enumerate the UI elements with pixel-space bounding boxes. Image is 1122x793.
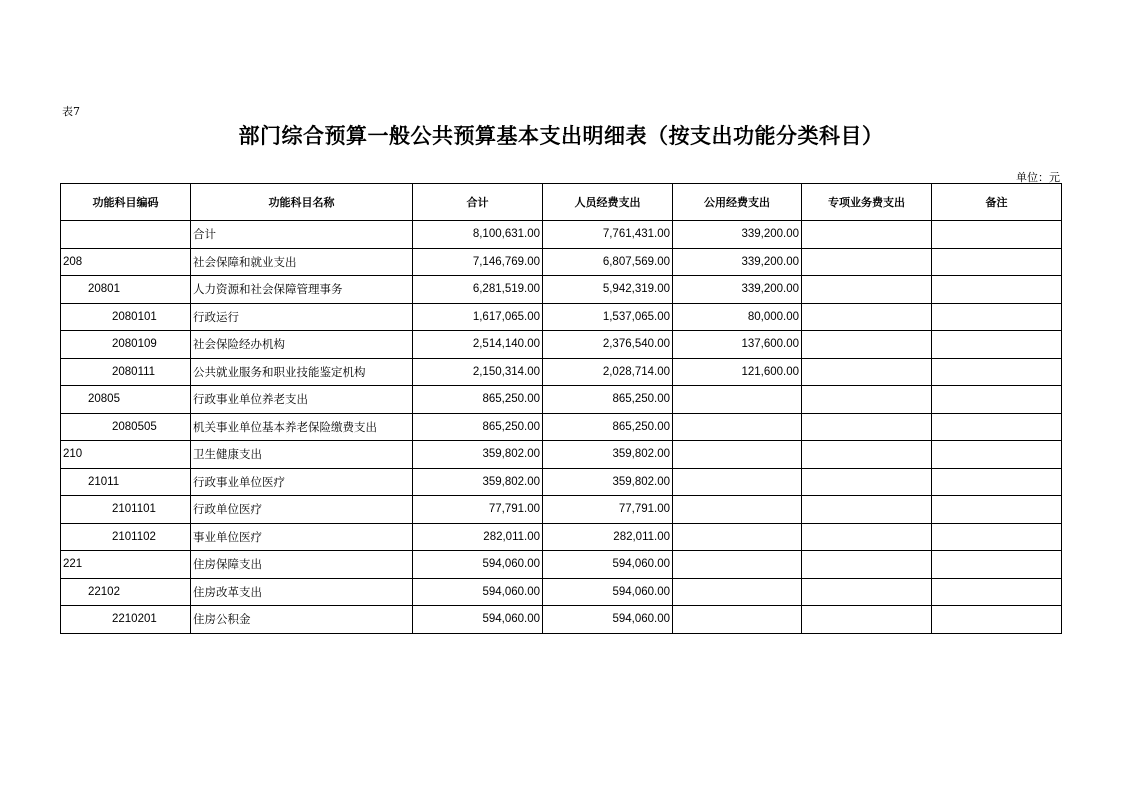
row-special — [802, 276, 932, 304]
row-name: 社会保障和就业支出 — [191, 248, 413, 276]
row-total: 8,100,631.00 — [413, 221, 543, 249]
row-special — [802, 413, 932, 441]
row-public — [673, 413, 802, 441]
row-note — [932, 523, 1062, 551]
table-row — [61, 358, 1062, 386]
row-name: 行政事业单位医疗 — [191, 468, 413, 496]
row-note — [932, 578, 1062, 606]
row-code: 2080109 — [61, 331, 191, 359]
row-special — [802, 221, 932, 249]
row-name: 住房保障支出 — [191, 551, 413, 579]
column-header-special: 专项业务费支出 — [802, 184, 932, 221]
row-total: 594,060.00 — [413, 551, 543, 579]
row-note — [932, 386, 1062, 414]
table-row — [61, 606, 1062, 634]
row-code: 20805 — [61, 386, 191, 414]
row-name: 行政事业单位养老支出 — [191, 386, 413, 414]
row-total: 2,514,140.00 — [413, 331, 543, 359]
row-note — [932, 276, 1062, 304]
row-public — [673, 441, 802, 469]
column-header-note: 备注 — [932, 184, 1062, 221]
row-note — [932, 468, 1062, 496]
row-public — [673, 606, 802, 634]
row-public: 80,000.00 — [673, 303, 802, 331]
row-note — [932, 303, 1062, 331]
table-row — [61, 523, 1062, 551]
row-personnel: 6,807,569.00 — [543, 248, 673, 276]
row-personnel: 1,537,065.00 — [543, 303, 673, 331]
row-code: 210 — [61, 441, 191, 469]
row-public — [673, 551, 802, 579]
column-header-public: 公用经费支出 — [673, 184, 802, 221]
row-total: 594,060.00 — [413, 606, 543, 634]
row-code: 2080505 — [61, 413, 191, 441]
row-special — [802, 303, 932, 331]
row-name: 行政运行 — [191, 303, 413, 331]
table-header-row — [61, 184, 1062, 221]
row-code: 2210201 — [61, 606, 191, 634]
row-code: 208 — [61, 248, 191, 276]
row-public — [673, 496, 802, 524]
row-code: 2101102 — [61, 523, 191, 551]
column-header-total: 合计 — [413, 184, 543, 221]
row-personnel: 594,060.00 — [543, 551, 673, 579]
row-note — [932, 358, 1062, 386]
table-row — [61, 496, 1062, 524]
row-code: 221 — [61, 551, 191, 579]
row-code: 22102 — [61, 578, 191, 606]
row-special — [802, 386, 932, 414]
row-special — [802, 468, 932, 496]
row-public: 339,200.00 — [673, 276, 802, 304]
row-personnel: 594,060.00 — [543, 606, 673, 634]
row-name: 机关事业单位基本养老保险缴费支出 — [191, 413, 413, 441]
row-public — [673, 578, 802, 606]
row-name: 事业单位医疗 — [191, 523, 413, 551]
column-header-name: 功能科目名称 — [191, 184, 413, 221]
table-row — [61, 303, 1062, 331]
row-note — [932, 331, 1062, 359]
row-personnel: 282,011.00 — [543, 523, 673, 551]
row-special — [802, 441, 932, 469]
row-personnel: 5,942,319.00 — [543, 276, 673, 304]
row-code — [61, 221, 191, 249]
row-public: 339,200.00 — [673, 221, 802, 249]
row-code: 2080101 — [61, 303, 191, 331]
row-name: 卫生健康支出 — [191, 441, 413, 469]
row-special — [802, 358, 932, 386]
row-code: 21011 — [61, 468, 191, 496]
row-total: 282,011.00 — [413, 523, 543, 551]
table-row — [61, 221, 1062, 249]
row-total: 77,791.00 — [413, 496, 543, 524]
row-special — [802, 331, 932, 359]
row-name: 住房改革支出 — [191, 578, 413, 606]
table-row — [61, 468, 1062, 496]
table-row — [61, 248, 1062, 276]
row-note — [932, 606, 1062, 634]
row-total: 6,281,519.00 — [413, 276, 543, 304]
row-name: 住房公积金 — [191, 606, 413, 634]
unit-label: 单位：元 — [1016, 171, 1060, 184]
budget-detail-table — [60, 183, 1062, 634]
row-note — [932, 413, 1062, 441]
row-public: 339,200.00 — [673, 248, 802, 276]
row-personnel: 359,802.00 — [543, 468, 673, 496]
row-total: 359,802.00 — [413, 441, 543, 469]
row-code: 20801 — [61, 276, 191, 304]
row-note — [932, 248, 1062, 276]
column-header-code: 功能科目编码 — [61, 184, 191, 221]
table-row — [61, 331, 1062, 359]
page-title: 部门综合预算一般公共预算基本支出明细表（按支出功能分类科目） — [238, 124, 884, 148]
row-personnel: 2,376,540.00 — [543, 331, 673, 359]
row-total: 1,617,065.00 — [413, 303, 543, 331]
table-number-label: 表7 — [62, 105, 80, 118]
row-name: 社会保险经办机构 — [191, 331, 413, 359]
row-personnel: 359,802.00 — [543, 441, 673, 469]
column-header-personnel: 人员经费支出 — [543, 184, 673, 221]
row-public — [673, 523, 802, 551]
table-row — [61, 386, 1062, 414]
row-code: 2101101 — [61, 496, 191, 524]
row-total: 594,060.00 — [413, 578, 543, 606]
row-special — [802, 578, 932, 606]
row-note — [932, 496, 1062, 524]
row-note — [932, 221, 1062, 249]
row-personnel: 77,791.00 — [543, 496, 673, 524]
row-public: 137,600.00 — [673, 331, 802, 359]
row-personnel: 2,028,714.00 — [543, 358, 673, 386]
row-personnel: 865,250.00 — [543, 413, 673, 441]
table-row — [61, 551, 1062, 579]
row-public — [673, 386, 802, 414]
row-special — [802, 496, 932, 524]
row-total: 2,150,314.00 — [413, 358, 543, 386]
table-row — [61, 441, 1062, 469]
row-special — [802, 551, 932, 579]
table-row — [61, 276, 1062, 304]
row-name: 人力资源和社会保障管理事务 — [191, 276, 413, 304]
row-total: 865,250.00 — [413, 413, 543, 441]
row-special — [802, 606, 932, 634]
row-name: 公共就业服务和职业技能鉴定机构 — [191, 358, 413, 386]
row-personnel: 594,060.00 — [543, 578, 673, 606]
table-row — [61, 413, 1062, 441]
row-public — [673, 468, 802, 496]
row-special — [802, 523, 932, 551]
row-name: 合计 — [191, 221, 413, 249]
row-personnel: 7,761,431.00 — [543, 221, 673, 249]
row-total: 7,146,769.00 — [413, 248, 543, 276]
row-public: 121,600.00 — [673, 358, 802, 386]
row-total: 359,802.00 — [413, 468, 543, 496]
row-code: 2080111 — [61, 358, 191, 386]
row-note — [932, 441, 1062, 469]
row-special — [802, 248, 932, 276]
row-name: 行政单位医疗 — [191, 496, 413, 524]
row-total: 865,250.00 — [413, 386, 543, 414]
row-note — [932, 551, 1062, 579]
table-row — [61, 578, 1062, 606]
row-personnel: 865,250.00 — [543, 386, 673, 414]
